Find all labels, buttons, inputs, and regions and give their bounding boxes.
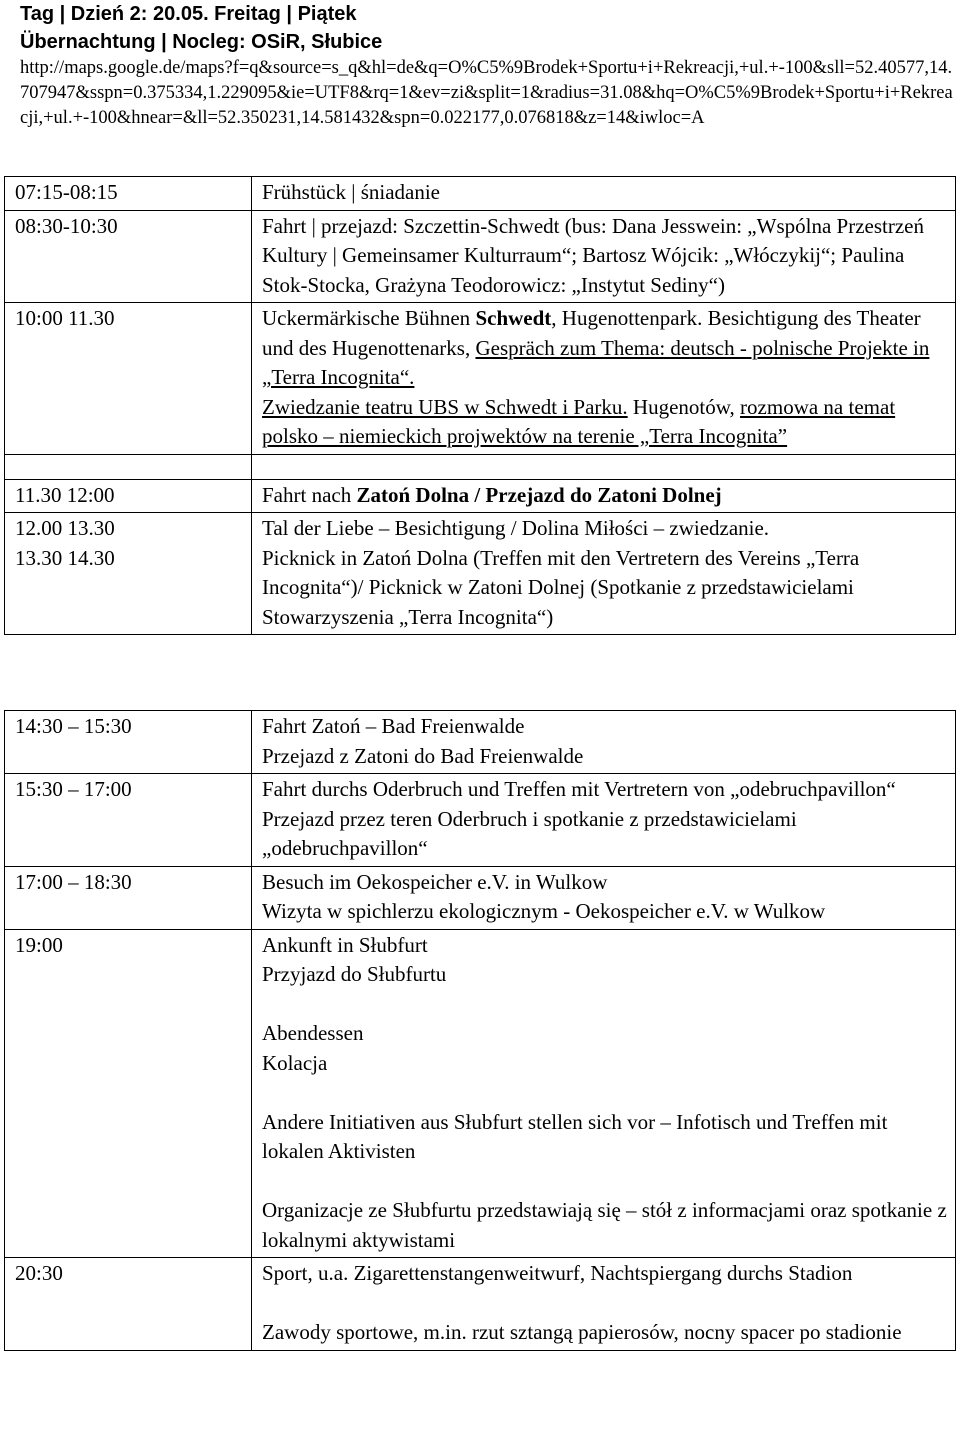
- activity-block: [262, 931, 949, 990]
- activity-line-pl: Przyjazd do Słubfurtu: [262, 962, 447, 986]
- activity-block: [262, 1318, 949, 1348]
- activity-cell: [252, 774, 956, 867]
- activity-text-underlined: rozmowa na temat polsko – niemieckich projwektów na terenie „Terra Incognita”: [262, 394, 896, 448]
- activity-text: Hugenotów,: [627, 394, 741, 419]
- time-cell: 17:00 – 18:30: [5, 866, 252, 929]
- table-row: [5, 1258, 956, 1351]
- time-cell: [5, 513, 252, 635]
- day-heading: [20, 0, 955, 131]
- time-cell: 19:00: [5, 929, 252, 1258]
- activity-cell: Fahrt | przejazd: Szczettin-Schwedt (bus: Dana Jesswein: „Wspólna Przestrzeń Kultury | Gemeinsamer Kulturraum“; Bartosz Wójcik: „Włóczykij“; Paulina Stok-Stocka, Grażyna Teodorowicz: „Instytut Sediny“): [252, 210, 956, 303]
- activity-block: [262, 1196, 949, 1255]
- activity-place-bold: Zatoń Dolna / Przejazd do Zatoni Dolnej: [356, 482, 722, 507]
- time-cell: 20:30: [5, 1258, 252, 1351]
- time-cell: 10:00 11.30: [5, 303, 252, 455]
- activity-line-pl: Kolacja: [262, 1050, 328, 1075]
- table-row: [5, 513, 956, 635]
- activity-cell: Frühstück | śniadanie: [252, 177, 956, 211]
- activity-line: Picknick in Zatoń Dolna (Treffen mit den Vertretern des Vereins „Terra Incognita“)/ Picknick w Zatoni Dolnej (Spotkanie z przedstawicielami Stowarzyszenia „Terra Incognita“): [262, 545, 860, 629]
- activity-line-de: Fahrt durchs Oderbruch und Treffen mit Vertretern von „odebruchpavillon“: [262, 777, 896, 801]
- table-row: [5, 929, 956, 1258]
- time-cell: 15:30 – 17:00: [5, 774, 252, 867]
- activity-cell: [252, 929, 956, 1258]
- activity-cell: [252, 866, 956, 929]
- time-line: 13.30 14.30: [15, 545, 115, 570]
- activity-line-de: Sport, u.a. Zigarettenstangenweitwurf, Nachtspiergang durchs Stadion: [262, 1261, 853, 1285]
- table-row-empty: [5, 454, 956, 479]
- activity-line-de: Andere Initiativen aus Słubfurt stellen sich vor – Infotisch und Treffen mit lokalen Aktivisten: [262, 1109, 888, 1163]
- activity-cell: [252, 1258, 956, 1351]
- time-cell: 07:15-08:15: [5, 177, 252, 211]
- activity-place-bold: Schwedt: [475, 306, 552, 330]
- activity-block: [262, 1108, 949, 1167]
- empty-cell: [5, 454, 252, 479]
- time-cell: 14:30 – 15:30: [5, 711, 252, 774]
- activity-block: [262, 1259, 949, 1289]
- activity-text: Fahrt nach: [262, 482, 357, 507]
- time-line: 12.00 13.30: [15, 516, 115, 540]
- activity-cell: [252, 711, 956, 774]
- activity-line-pl: Przejazd z Zatoni do Bad Freienwalde: [262, 743, 584, 768]
- table-row: [5, 479, 956, 513]
- activity-line-de: Ankunft in Słubfurt: [262, 932, 428, 957]
- schedule-table-morning: [4, 176, 956, 635]
- activity-line-pl: Przejazd przez teren Oderbruch i spotkanie z przedstawicielami „odebruchpavillon“: [262, 806, 797, 860]
- activity-cell: [252, 479, 956, 513]
- table-row: [5, 774, 956, 867]
- activity-line-de: Abendessen: [262, 1021, 364, 1045]
- table-row: [5, 711, 956, 774]
- table-row: [5, 210, 956, 303]
- table-row: [5, 303, 956, 455]
- activity-cell: [252, 303, 956, 455]
- activity-text-underlined: Gespräch zum Thema: deutsch - polnische Projekte in „Terra Incognita“.: [262, 335, 930, 389]
- activity-line-pl: Organizacje ze Słubfurtu przedstawiają się – stół z informacjami oraz spotkanie z lokalnymi aktywistami: [262, 1198, 947, 1252]
- table-row: [5, 866, 956, 929]
- activity-line-de: Fahrt Zatoń – Bad Freienwalde: [262, 714, 525, 738]
- table-row: [5, 177, 956, 211]
- time-cell: 08:30-10:30: [5, 210, 252, 303]
- activity-line-de: Besuch im Oekospeicher e.V. in Wulkow: [262, 869, 608, 894]
- activity-cell: [252, 513, 956, 635]
- activity-line-pl: Wizyta w spichlerzu ekologicznym - Oekospeicher e.V. w Wulkow: [262, 899, 826, 923]
- activity-line-pl: Zawody sportowe, m.in. rzut sztangą papierosów, nocny spacer po stadionie: [262, 1320, 902, 1344]
- activity-text: Uckermärkische Bühnen: [262, 306, 476, 330]
- activity-block: [262, 1019, 949, 1078]
- schedule-table-afternoon: [4, 710, 956, 1351]
- time-cell: 11.30 12:00: [5, 479, 252, 513]
- accommodation-title: Übernachtung | Nocleg: OSiR, Słubice: [20, 31, 383, 53]
- activity-text-underlined: Zwiedzanie teatru UBS w Schwedt i Parku.: [262, 394, 628, 419]
- activity-text: , Hugenottenpark. Besichtigung des Theater und des Hugenottenarks,: [262, 306, 921, 360]
- day-title: Tag | Dzień 2: 20.05. Freitag | Piątek: [20, 3, 357, 25]
- empty-cell: [252, 454, 956, 479]
- map-link[interactable]: http://maps.google.de/maps?f=q&source=s_q&hl=de&q=O%C5%9Brodek+Sportu+i+Rekreacji,+ul.+-100&sll=52.40577,14.707947&sspn=0.375334,1.229095&ie=UTF8&rq=1&ev=zi&split=1&radius=31.08&hq=O%C5%9Brodek+Sportu+i+Rekreacji,+ul.+-100&hnear=&ll=52.350231,14.581432&spn=0.022177,0.076818&z=14&iwloc=A: [20, 58, 953, 128]
- activity-line: Tal der Liebe – Besichtigung / Dolina Miłości – zwiedzanie.: [262, 516, 770, 540]
